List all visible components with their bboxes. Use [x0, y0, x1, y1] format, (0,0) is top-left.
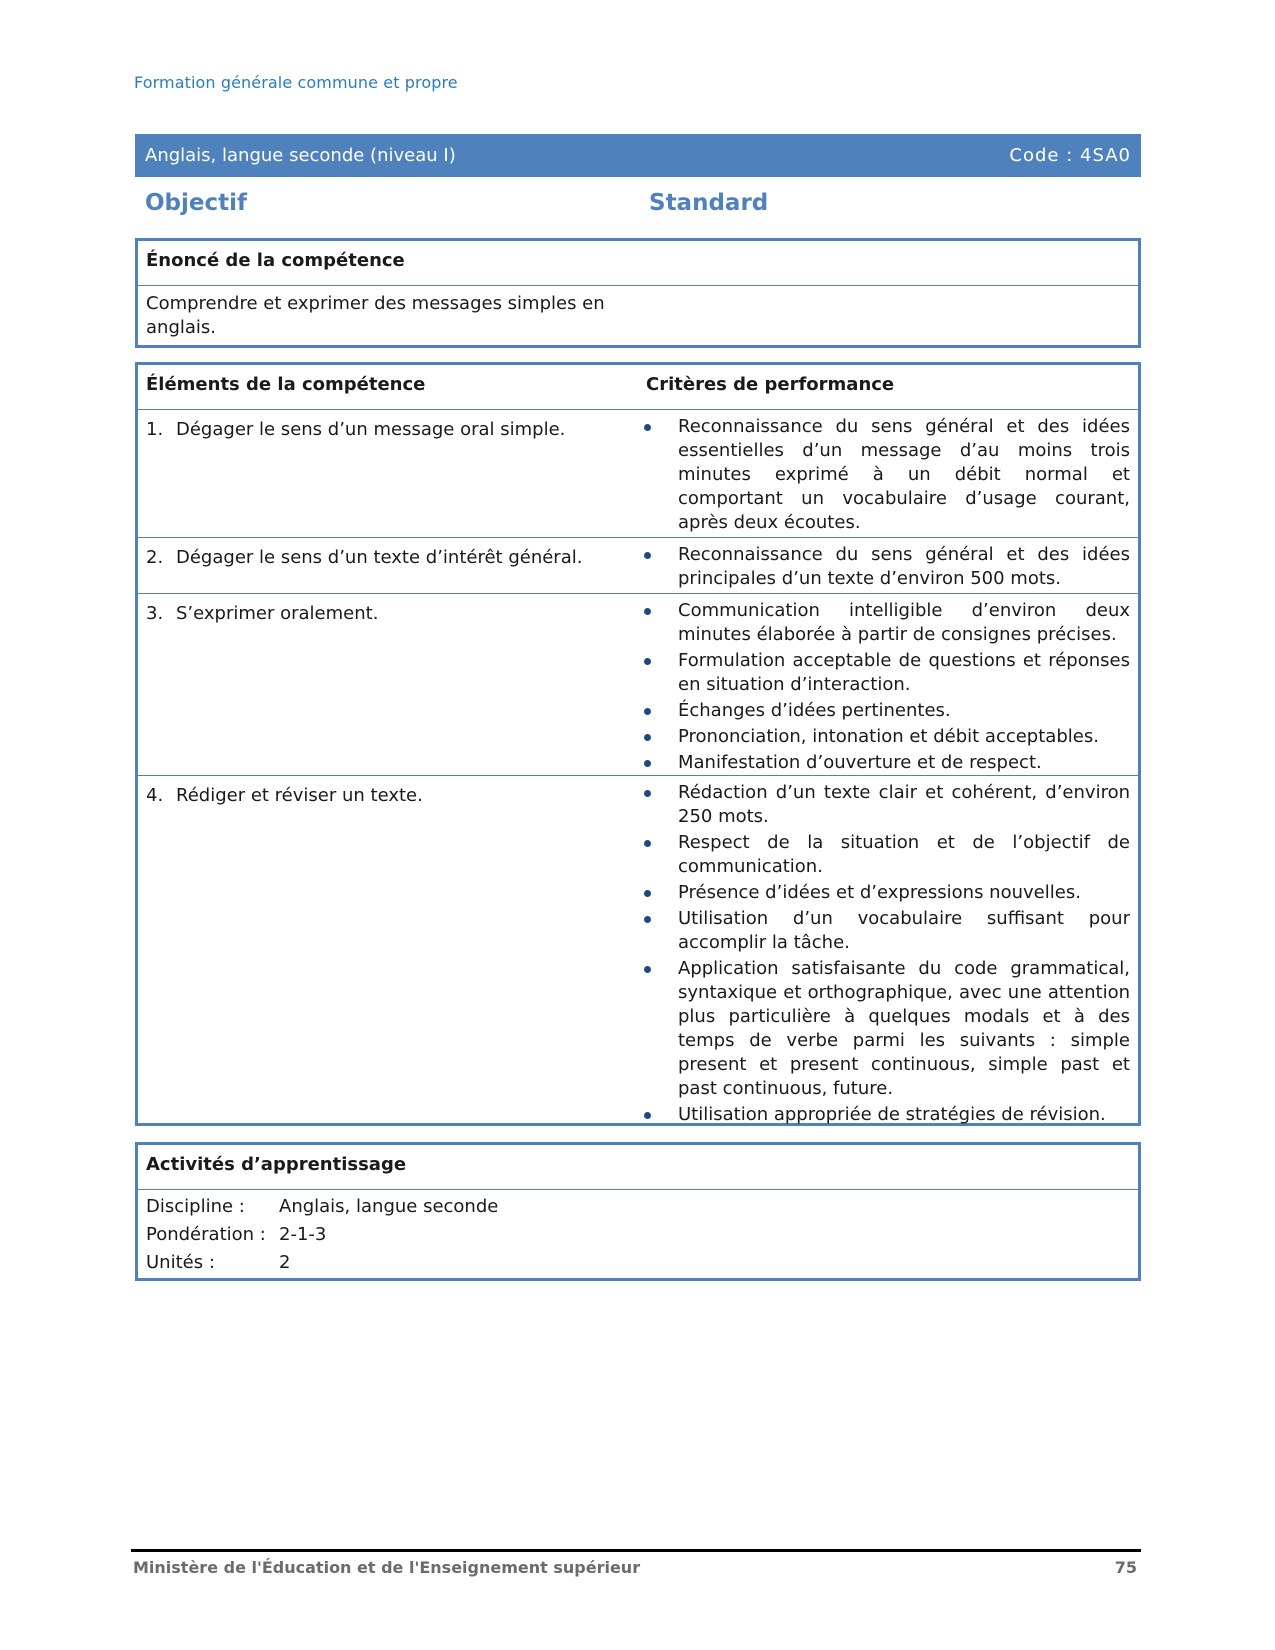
criterion-text: Échanges d’idées pertinentes.	[678, 700, 951, 721]
elements-table	[135, 362, 1141, 1126]
bullet-icon	[644, 552, 651, 559]
field-ponderation	[146, 1221, 1130, 1249]
criterion-item	[638, 881, 1130, 905]
field-label: Discipline :	[146, 1196, 245, 1217]
criterion-item	[638, 599, 1130, 647]
element-cell	[146, 418, 626, 442]
criteria-heading: Critères de performance	[646, 374, 895, 395]
criterion-text: Rédaction d’un texte clair et cohérent, d’environ 250 mots.	[678, 782, 1130, 827]
activites-section	[135, 1142, 1141, 1281]
element-text: Dégager le sens d’un texte d’intérêt général.	[176, 547, 583, 568]
heading-objectif: Objectif	[145, 190, 248, 216]
criterion-item	[638, 725, 1130, 749]
criterion-item	[638, 831, 1130, 879]
bullet-icon	[644, 790, 651, 797]
bullet-icon	[644, 890, 651, 897]
element-number: 4.	[146, 785, 164, 806]
activites-fields	[138, 1190, 1138, 1280]
footer-divider	[131, 1549, 1141, 1552]
course-title: Anglais, langue seconde (niveau I)	[145, 145, 456, 166]
element-text: S’exprimer oralement.	[176, 603, 379, 624]
bullet-icon	[644, 760, 651, 767]
criterion-text: Reconnaissance du sens général et des idées essentielles d’un message d’au moins trois minutes exprimé à un débit normal et comportant un vocabulaire d’usage courant, après deux écoutes.	[678, 416, 1130, 533]
criterion-text: Reconnaissance du sens général et des idées principales d’un texte d’environ 500 mots.	[678, 544, 1130, 589]
element-cell	[146, 602, 626, 626]
field-value: 2-1-3	[279, 1224, 327, 1245]
criterion-item	[638, 543, 1130, 591]
elements-table-header	[138, 365, 1138, 410]
criterion-item	[638, 751, 1130, 775]
criterion-item	[638, 415, 1130, 535]
element-number: 3.	[146, 603, 164, 624]
heading-standard: Standard	[649, 190, 769, 216]
footer-publisher: Ministère de l'Éducation et de l'Enseignement supérieur	[133, 1558, 641, 1577]
field-discipline	[146, 1193, 1130, 1221]
bullet-icon	[644, 658, 651, 665]
element-cell	[146, 546, 626, 570]
criterion-item	[638, 649, 1130, 697]
element-number: 1.	[146, 419, 164, 440]
element-text: Rédiger et réviser un texte.	[176, 785, 423, 806]
bullet-icon	[644, 840, 651, 847]
criterion-text: Communication intelligible d’environ deux minutes élaborée à partir de consignes précises.	[678, 600, 1130, 645]
column-headings	[145, 190, 1141, 224]
table-row	[138, 594, 1138, 776]
criterion-text: Application satisfaisante du code grammatical, syntaxique et orthographique, avec une attention plus particulière à quelques modals et à des temps de verbe parmi les suivants : simple present et present continuous, simple past et past continuous, future.	[678, 958, 1130, 1099]
criterion-text: Respect de la situation et de l’objectif de communication.	[678, 832, 1130, 877]
enonce-text: Comprendre et exprimer des messages simples en anglais.	[146, 293, 605, 338]
enonce-heading: Énoncé de la compétence	[138, 241, 1138, 286]
bullet-icon	[644, 966, 651, 973]
element-cell	[146, 784, 626, 808]
criteria-cell	[638, 538, 1138, 597]
criterion-item	[638, 907, 1130, 955]
bullet-icon	[644, 916, 651, 923]
criterion-text: Manifestation d’ouverture et de respect.	[678, 752, 1042, 773]
bullet-icon	[644, 424, 651, 431]
bullet-icon	[644, 734, 651, 741]
criterion-item	[638, 957, 1130, 1101]
enonce-section	[135, 238, 1141, 348]
criterion-item	[638, 781, 1130, 829]
element-number: 2.	[146, 547, 164, 568]
criterion-text: Utilisation appropriée de stratégies de révision.	[678, 1104, 1106, 1125]
table-row	[138, 776, 1138, 1129]
criteria-cell	[638, 410, 1138, 541]
criteria-cell	[638, 776, 1138, 1133]
element-text: Dégager le sens d’un message oral simple.	[176, 419, 566, 440]
bullet-icon	[644, 608, 651, 615]
criterion-text: Utilisation d’un vocabulaire suffisant pour accomplir la tâche.	[678, 908, 1130, 953]
page-number: 75	[1114, 1558, 1137, 1577]
criterion-text: Prononciation, intonation et débit acceptables.	[678, 726, 1099, 747]
field-label: Pondération :	[146, 1224, 266, 1245]
criterion-text: Présence d’idées et d’expressions nouvelles.	[678, 882, 1081, 903]
field-value: Anglais, langue seconde	[279, 1196, 499, 1217]
course-code: Code : 4SA0	[1009, 145, 1131, 166]
table-row	[138, 538, 1138, 594]
course-title-bar	[135, 134, 1141, 177]
activites-heading: Activités d’apprentissage	[138, 1145, 1138, 1190]
criterion-item	[638, 1103, 1130, 1127]
field-label: Unités :	[146, 1252, 215, 1273]
running-head: Formation générale commune et propre	[134, 73, 458, 92]
criteria-cell	[638, 594, 1138, 781]
elements-heading: Éléments de la compétence	[146, 374, 426, 395]
criterion-text: Formulation acceptable de questions et réponses en situation d’interaction.	[678, 650, 1130, 695]
bullet-icon	[644, 1112, 651, 1119]
field-value: 2	[279, 1252, 291, 1273]
bullet-icon	[644, 708, 651, 715]
criterion-item	[638, 699, 1130, 723]
table-row	[138, 410, 1138, 538]
field-unites	[146, 1249, 1130, 1277]
